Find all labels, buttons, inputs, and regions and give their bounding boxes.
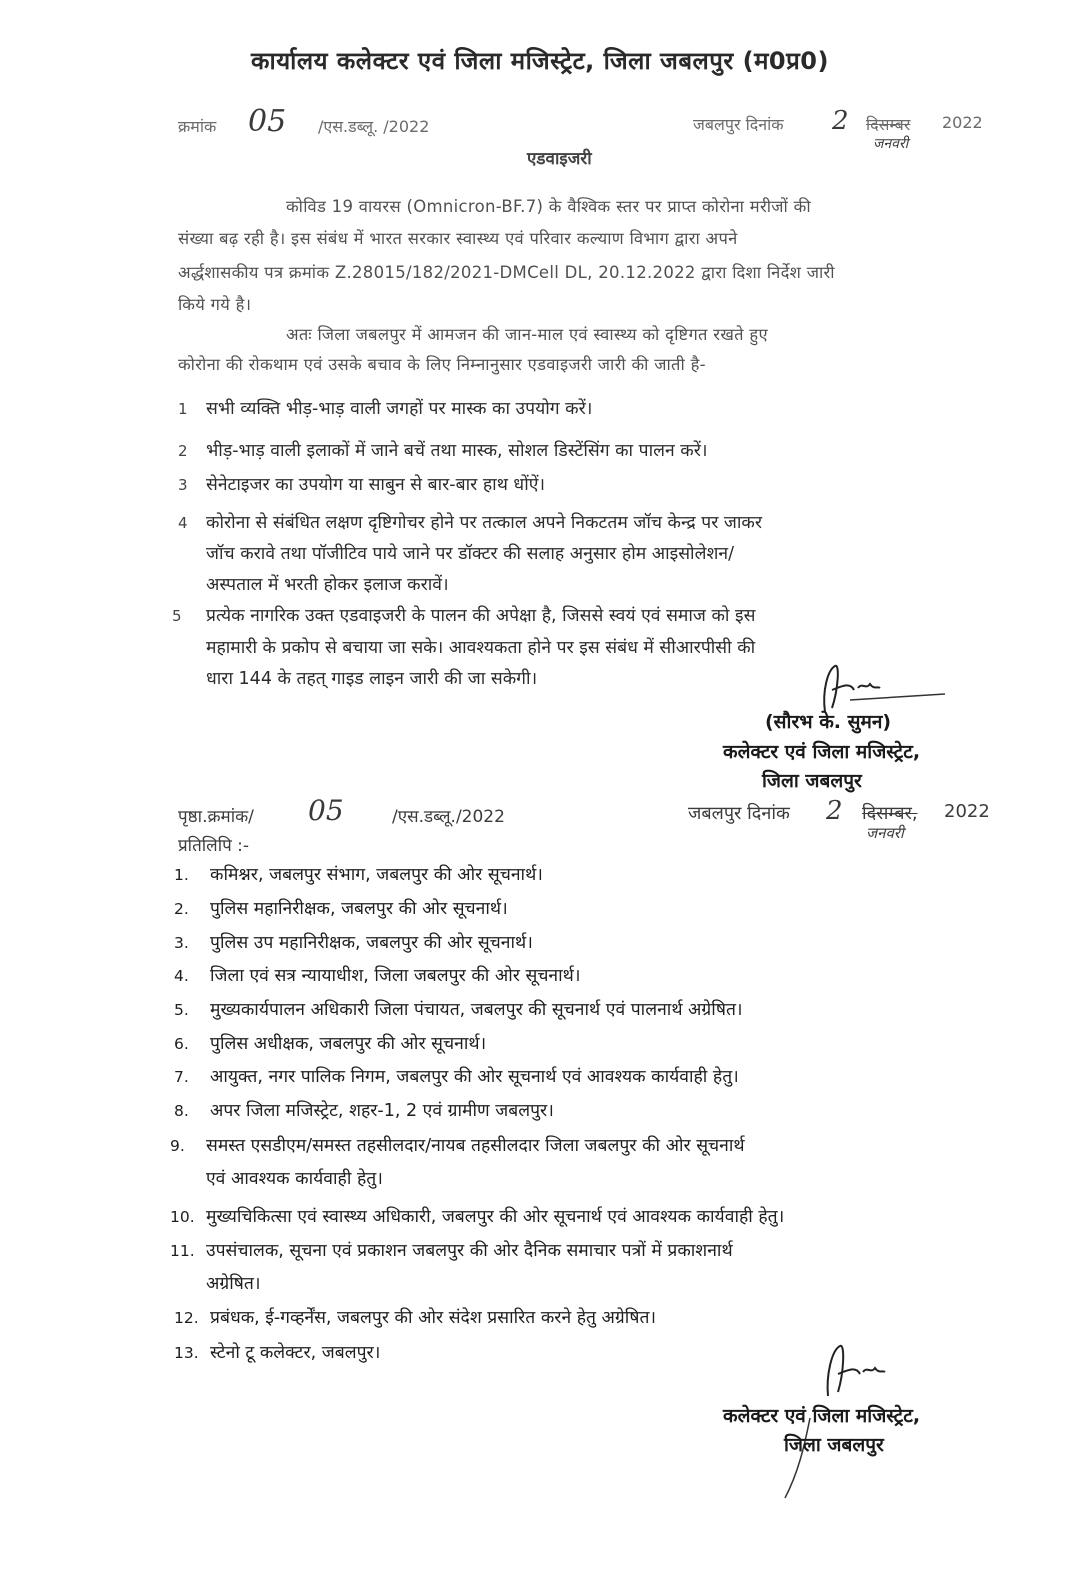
signatory-district: जिला जबलपुर (762, 770, 862, 792)
advisory-item-4-line3: अस्पताल में भरती होकर इलाज करावें। (206, 575, 449, 595)
signatory-name: (सौरभ के. सुमन) (765, 711, 892, 733)
distribution-item-5: 5. मुख्यकार्यपालन अधिकारी जिला पंचायत, जबलपुर की सूचनार्थ एवं पालनार्थ अग्रेषित। (174, 1000, 743, 1020)
distribution-item-6: 6. पुलिस अधीक्षक, जबलपुर की ओर सूचनार्थ। (174, 1034, 487, 1054)
distribution-item-9: 9. समस्त एसडीएम/समस्त तहसीलदार/नायब तहसीलदार जिला जबलपुर की ओर सूचनार्थ (170, 1136, 745, 1156)
signatory-designation: कलेक्टर एवं जिला मजिस्ट्रेट, (723, 741, 921, 763)
advisory-item-5-line2: महामारी के प्रकोप से बचाया जा सके। आवश्यकता होने पर इस संबंध में सीआरपीसी की (206, 638, 756, 658)
distribution-item-1: 1. कमिश्नर, जबलपुर संभाग, जबलपुर की ओर सूचनार्थ। (174, 865, 543, 885)
bottom-date-day: 2 (826, 796, 843, 826)
date-correction: जनवरी (873, 136, 909, 152)
para1-line4: किये गये है। (178, 295, 252, 314)
distribution-item-10: 10. मुख्यचिकित्सा एवं स्वास्थ्य अधिकारी, जबलपुर की ओर सूचनार्थ एवं आवश्यक कार्यवाही हेतु। (170, 1207, 785, 1227)
bottom-date-month-struck: दिसम्बर, (862, 803, 918, 824)
advisory-item-5-line3: धारा 144 के तहत् गाइड लाइन जारी की जा सकेगी। (206, 669, 538, 689)
kramank-suffix: /एस.डब्लू. /2022 (318, 117, 430, 136)
distribution-item-13: 13. स्टेनो टू कलेक्टर, जबलपुर। (174, 1343, 381, 1363)
bottom-date-year: 2022 (944, 801, 990, 822)
kramank-label: क्रमांक (178, 117, 217, 136)
signatory2-designation: कलेक्टर एवं जिला मजिस्ट्रेट, (723, 1405, 921, 1427)
distribution-item-4: 4. जिला एवं सत्र न्यायाधीश, जिला जबलपुर की ओर सूचनार्थ। (174, 966, 581, 986)
para1-line2: संख्या बढ़ रही है। इस संबंध में भारत सरकार स्वास्थ्य एवं परिवार कल्याण विभाग द्वारा अपने (178, 229, 738, 248)
distribution-item-11-line2: अग्रेषित। (206, 1274, 261, 1294)
date-month-struck: दिसम्बर (866, 115, 911, 134)
advisory-item-3: 3 सेनेटाइजर का उपयोग या साबुन से बार-बार हाथ धोंऐं। (178, 475, 546, 495)
advisory-item-1: 1 सभी व्यक्ति भीड़-भाड़ वाली जगहों पर मास्क का उपयोग करें। (178, 399, 593, 419)
distribution-item-3: 3. पुलिस उप महानिरीक्षक, जबलपुर की ओर सूचनार्थ। (174, 933, 533, 953)
prushtha-kramank-label: पृष्ठा.क्रमांक/ (178, 807, 254, 827)
distribution-item-7: 7. आयुक्त, नगर पालिक निगम, जबलपुर की ओर सूचनार्थ एवं आवश्यक कार्यवाही हेतु। (174, 1067, 739, 1087)
kramank-number: 05 (248, 104, 287, 139)
para1-line3: अर्द्धशासकीय पत्र क्रमांक Z.28015/182/2021-DMCell DL, 20.12.2022 द्वारा दिशा निर्देश जारी (178, 263, 835, 282)
advisory-item-4: 4 कोरोना से संबंधित लक्षण दृष्टिगोचर होने पर तत्काल अपने निकटतम जॉच केन्द्र पर जाकर (178, 513, 763, 533)
signatory2-district: जिला जबलपुर (784, 1434, 884, 1456)
distribution-item-8: 8. अपर जिला मजिस्ट्रेट, शहर-1, 2 एवं ग्रामीण जबलपुर। (174, 1101, 554, 1121)
advisory-item-2: 2 भीड़-भाड़ वाली इलाकों में जाने बचें तथा मास्क, सोशल डिस्टेंसिंग का पालन करें। (178, 441, 708, 461)
prushtha-kramank-suffix: /एस.डब्लू./2022 (392, 807, 505, 827)
advisory-item-4-line2: जॉच करावे तथा पॉजीटिव पाये जाने पर डॉक्टर की सलाह अनुसार होम आइसोलेशन/ (206, 544, 734, 564)
bottom-date-correction: जनवरी (866, 824, 904, 842)
para1-line1: कोविड 19 वायरस (Omnicron-BF.7) के वैश्विक स्तर पर प्राप्त कोरोना मरीजों की (286, 197, 811, 216)
date-day: 2 (832, 106, 849, 136)
distribution-item-12: 12. प्रबंधक, ई-गव्हर्नेंस, जबलपुर की ओर संदेश प्रसारित करने हेतु अग्रेषित। (174, 1308, 657, 1328)
para2-line2: कोरोना की रोकथाम एवं उसके बचाव के लिए निम्नानुसार एडवाइजरी जारी की जाती है- (178, 355, 706, 374)
bottom-date-label: जबलपुर दिनांक (688, 803, 790, 824)
page-title: कार्यालय कलेक्टर एवं जिला मजिस्ट्रेट, जिला जबलपुर (म0प्र0) (251, 47, 829, 75)
subject-heading: एडवाइजरी (527, 149, 592, 169)
date-year: 2022 (942, 113, 983, 132)
prushtha-kramank-number: 05 (308, 794, 344, 827)
distribution-item-2: 2. पुलिस महानिरीक्षक, जबलपुर की ओर सूचनार्थ। (174, 899, 508, 919)
advisory-item-5: 5 प्रत्येक नागरिक उक्त एडवाइजरी के पालन की अपेक्षा है, जिससे स्वयं एवं समाज को इस (172, 606, 756, 626)
distribution-item-9-line2: एवं आवश्यक कार्यवाही हेतु। (206, 1169, 383, 1189)
para2-line1: अतः जिला जबलपुर में आमजन की जान-माल एवं स्वास्थ्य को दृष्टिगत रखते हुए (286, 325, 768, 344)
date-label: जबलपुर दिनांक (693, 115, 784, 134)
distribution-item-11: 11. उपसंचालक, सूचना एवं प्रकाशन जबलपुर की ओर दैनिक समाचार पत्रों में प्रकाशनार्थ (170, 1241, 733, 1261)
copy-label: प्रतिलिपि :- (178, 836, 250, 856)
